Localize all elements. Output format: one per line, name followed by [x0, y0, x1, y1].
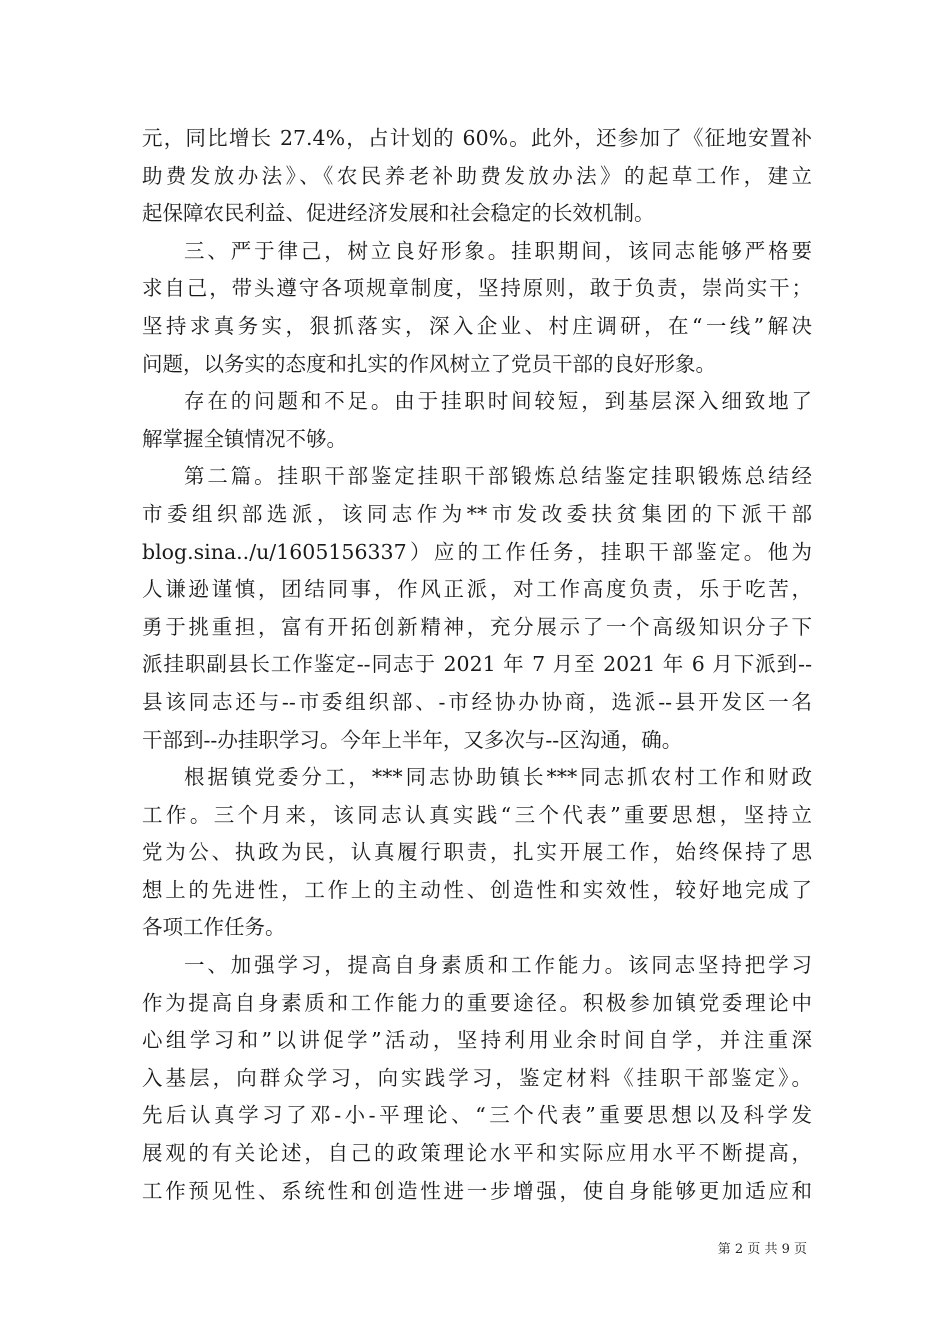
- text-line: 存在的问题和不足。由于挂职时间较短，到基层深入细致地了: [184, 389, 812, 414]
- text-line: 派挂职副县长工作鉴定--同志于 2021 年 7 月至 2021 年 6 月下派到--: [142, 652, 812, 677]
- text-line: 想上的先进性，工作上的主动性、创造性和实效性，较好地完成了: [142, 877, 812, 902]
- text-line: 坚持求真务实，狠抓落实，深入企业、村庄调研，在“一线”解决: [142, 313, 812, 338]
- text-line: 一、加强学习，提高自身素质和工作能力。该同志坚持把学习: [184, 953, 812, 978]
- text-line: 元，同比增长 27.4%，占计划的 60%。此外，还参加了《征地安置补: [142, 126, 812, 150]
- body-text: [142, 120, 812, 1210]
- text-line: 心组学习和”以讲促学”活动，坚持利用业余时间自学，并注重深: [142, 1028, 812, 1053]
- text-line: 先后认真学习了邓-小-平理论、“三个代表”重要思想以及科学发: [142, 1103, 812, 1128]
- page-number-footer: 第 2 页 共 9 页: [717, 1242, 807, 1257]
- text-line: 问题，以务实的态度和扎实的作风树立了党员干部的良好形象。: [142, 351, 716, 376]
- text-line: 展观的有关论述，自己的政策理论水平和实际应用水平不断提高，: [142, 1141, 812, 1166]
- text-line: 各项工作任务。: [142, 915, 286, 940]
- text-line: 根据镇党委分工，***同志协助镇长***同志抓农村工作和财政: [184, 765, 812, 790]
- text-line: 市委组织部选派，该同志作为**市发改委扶贫集团的下派干部: [142, 501, 812, 526]
- text-line: 助费发放办法》、《农民养老补助费发放办法》的起草工作，建立: [142, 163, 812, 188]
- text-line: blog.sina../u/1605156337）应的工作任务，挂职干部鉴定。他为: [142, 539, 812, 564]
- text-line: 县该同志还与--市委组织部、-市经协办协商，选派--县开发区一名: [142, 689, 812, 714]
- text-line: 人谦逊谨慎，团结同事，作风正派，对工作高度负责，乐于吃苦，: [142, 577, 812, 602]
- text-line: 党为公、执政为民，认真履行职责，扎实开展工作，始终保持了思: [142, 840, 812, 865]
- text-line: 干部到--办挂职学习。今年上半年，又多次与--区沟通，确。: [142, 727, 683, 752]
- text-line: 工作。三个月来，该同志认真实践“三个代表”重要思想，坚持立: [142, 802, 812, 827]
- text-line: 第二篇。挂职干部鉴定挂职干部锻炼总结鉴定挂职锻炼总结经: [184, 464, 812, 489]
- text-line: 起保障农民利益、促进经济发展和社会稳定的长效机制。: [142, 201, 655, 226]
- text-line: 工作预见性、系统性和创造性进一步增强，使自身能够更加适应和: [142, 1178, 812, 1203]
- text-line: 勇于挑重担，富有开拓创新精神，充分展示了一个高级知识分子下: [142, 614, 812, 639]
- text-line: 入基层，向群众学习，向实践学习，鉴定材料《挂职干部鉴定》。: [142, 1065, 812, 1090]
- text-line: 三、严于律己，树立良好形象。挂职期间，该同志能够严格要: [184, 238, 812, 263]
- text-line: 求自己，带头遵守各项规章制度，坚持原则，敢于负责，崇尚实干；: [142, 276, 812, 301]
- text-line: 解掌握全镇情况不够。: [142, 426, 347, 451]
- text-line: 作为提高自身素质和工作能力的重要途径。积极参加镇党委理论中: [142, 990, 812, 1015]
